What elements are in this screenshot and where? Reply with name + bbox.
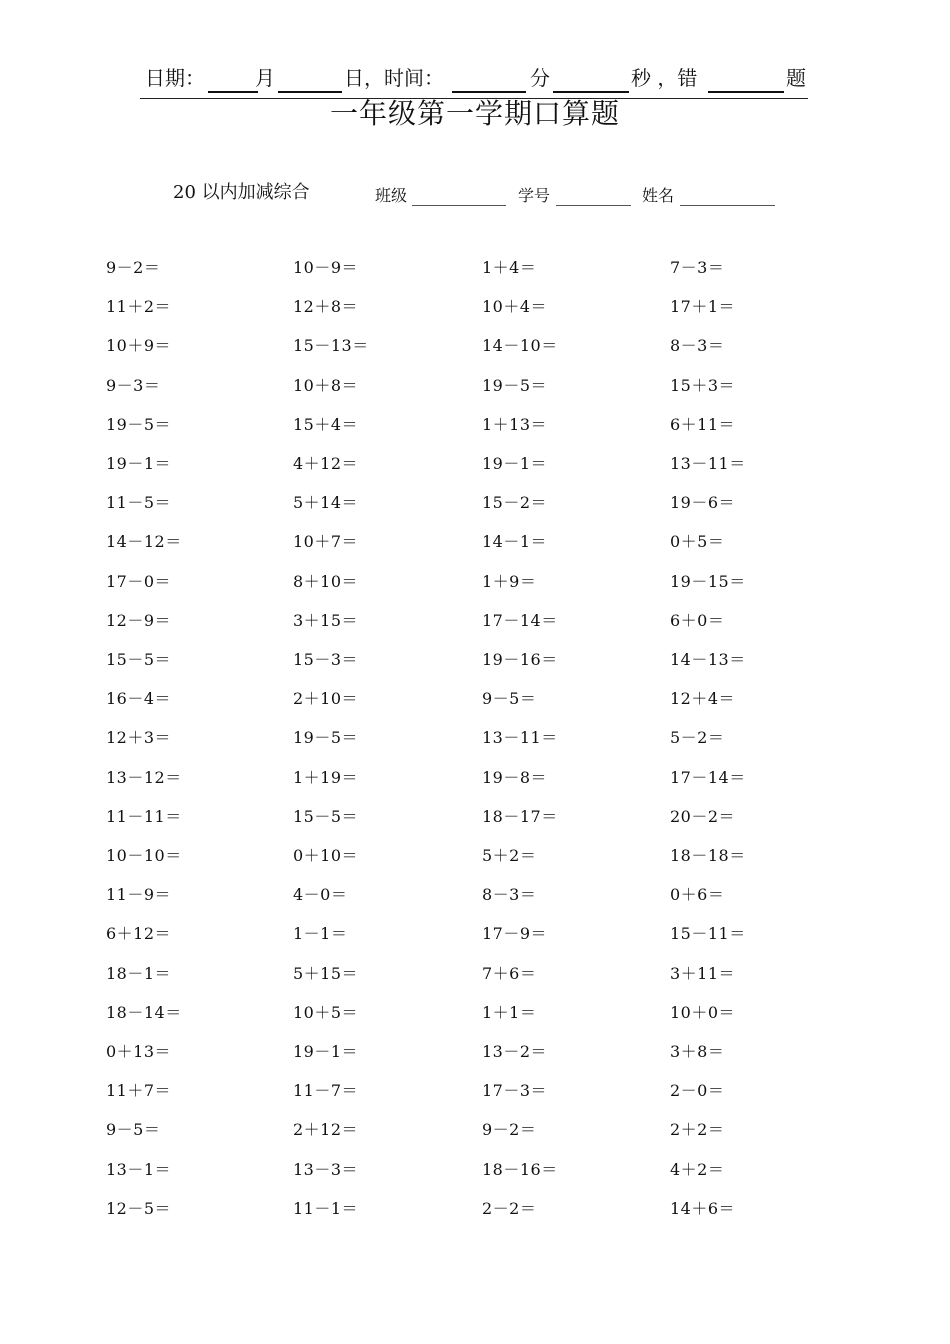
problem-item[interactable]: 1＋13＝ xyxy=(482,414,548,434)
problem-item[interactable]: 17－0＝ xyxy=(106,571,172,591)
problem-item[interactable]: 18－14＝ xyxy=(106,1002,182,1022)
problem-item[interactable]: 13－11＝ xyxy=(482,728,558,748)
day-time-label: 日，时间： xyxy=(344,66,444,90)
problem-item[interactable]: 2－0＝ xyxy=(670,1081,725,1101)
problem-item[interactable]: 19－6＝ xyxy=(670,493,736,513)
problem-item[interactable]: 12＋8＝ xyxy=(293,297,359,317)
section-label: 20 以内加减综合 xyxy=(173,182,310,203)
problem-item[interactable]: 16－4＝ xyxy=(106,689,172,709)
problem-item[interactable]: 13－11＝ xyxy=(670,454,746,473)
problem-item[interactable]: 2＋12＝ xyxy=(293,1120,359,1140)
problem-item[interactable]: 18－18＝ xyxy=(670,846,746,865)
problem-item[interactable]: 17－3＝ xyxy=(482,1081,548,1101)
problem-item[interactable]: 15－5＝ xyxy=(293,806,359,826)
problem-item[interactable]: 15－3＝ xyxy=(293,650,359,669)
problem-item[interactable]: 14－12＝ xyxy=(106,532,182,552)
problem-item[interactable]: 15－5＝ xyxy=(106,650,172,669)
problem-item[interactable]: 20－2＝ xyxy=(670,806,736,826)
class-label: 班级 xyxy=(375,186,408,205)
problem-item[interactable]: 15＋3＝ xyxy=(670,375,736,395)
problem-item[interactable]: 10－9＝ xyxy=(293,258,359,277)
problem-item[interactable]: 11＋7＝ xyxy=(106,1081,172,1101)
minute-label: 分 xyxy=(530,66,550,90)
problem-item[interactable]: 0＋13＝ xyxy=(106,1042,172,1061)
problem-item[interactable]: 3＋8＝ xyxy=(670,1042,725,1061)
problem-item[interactable]: 9－5＝ xyxy=(106,1120,161,1140)
problem-item[interactable]: 1＋19＝ xyxy=(293,767,359,787)
problem-item[interactable]: 19－15＝ xyxy=(670,571,746,591)
problem-item[interactable]: 10＋0＝ xyxy=(670,1002,736,1022)
problem-item[interactable]: 2－2＝ xyxy=(482,1198,537,1218)
problem-item[interactable]: 9－2＝ xyxy=(106,258,161,277)
problem-item[interactable]: 12－9＝ xyxy=(106,610,172,630)
problem-item[interactable]: 4＋2＝ xyxy=(670,1159,725,1179)
problem-item[interactable]: 2＋10＝ xyxy=(293,689,359,709)
problem-item[interactable]: 5＋15＝ xyxy=(293,963,359,983)
problem-item[interactable]: 0＋6＝ xyxy=(670,885,725,905)
problem-item[interactable]: 10＋4＝ xyxy=(482,297,548,317)
problem-item[interactable]: 11－9＝ xyxy=(106,885,172,905)
problem-item[interactable]: 15－11＝ xyxy=(670,924,746,944)
month-label: 月 xyxy=(255,66,275,90)
problem-item[interactable]: 19－5＝ xyxy=(106,414,172,434)
problem-item[interactable]: 11－11＝ xyxy=(106,806,182,826)
problem-item[interactable]: 8－3＝ xyxy=(482,885,537,905)
problem-item[interactable]: 13－1＝ xyxy=(106,1159,172,1179)
problem-item[interactable]: 0＋10＝ xyxy=(293,846,359,865)
problem-item[interactable]: 18－17＝ xyxy=(482,806,558,826)
problem-item[interactable]: 6＋0＝ xyxy=(670,610,725,630)
problem-item[interactable]: 1＋1＝ xyxy=(482,1002,537,1022)
problem-item[interactable]: 10＋5＝ xyxy=(293,1002,359,1022)
problem-item[interactable]: 19－1＝ xyxy=(106,454,172,473)
problem-item[interactable]: 11＋2＝ xyxy=(106,297,172,317)
problem-item[interactable]: 9－2＝ xyxy=(482,1120,537,1140)
problem-item[interactable]: 10－10＝ xyxy=(106,846,182,865)
problem-item[interactable]: 7－3＝ xyxy=(670,258,725,277)
problem-item[interactable]: 14－1＝ xyxy=(482,532,548,552)
problem-item[interactable]: 14－10＝ xyxy=(482,336,558,356)
problem-item[interactable]: 13－3＝ xyxy=(293,1159,359,1179)
problem-item[interactable]: 18－16＝ xyxy=(482,1159,558,1179)
problem-item[interactable]: 15－2＝ xyxy=(482,493,548,513)
problem-item[interactable]: 8－3＝ xyxy=(670,336,725,356)
problem-item[interactable]: 0＋5＝ xyxy=(670,532,725,552)
problem-item[interactable]: 10＋9＝ xyxy=(106,336,172,356)
problem-item[interactable]: 19－1＝ xyxy=(293,1042,359,1061)
problem-item[interactable]: 18－1＝ xyxy=(106,963,172,983)
problem-item[interactable]: 17＋1＝ xyxy=(670,297,736,317)
problem-item[interactable]: 4＋12＝ xyxy=(293,454,359,473)
problem-item[interactable]: 14＋6＝ xyxy=(670,1198,736,1218)
problem-item[interactable]: 9－5＝ xyxy=(482,689,537,709)
problem-item[interactable]: 11－7＝ xyxy=(293,1081,359,1101)
student-no-label: 学号 xyxy=(518,186,551,205)
problem-item[interactable]: 12＋4＝ xyxy=(670,689,736,709)
problem-item[interactable]: 5＋14＝ xyxy=(293,493,359,513)
problem-item[interactable]: 1＋4＝ xyxy=(482,258,537,277)
problem-item[interactable]: 12－5＝ xyxy=(106,1198,172,1218)
problem-item[interactable]: 9－3＝ xyxy=(106,375,161,395)
problem-item[interactable]: 19－16＝ xyxy=(482,650,558,669)
page-title: 一年级第一学期口算题 xyxy=(329,97,620,130)
problem-item[interactable]: 17－14＝ xyxy=(482,610,558,630)
problem-item[interactable]: 19－5＝ xyxy=(482,375,548,395)
problem-item[interactable]: 4－0＝ xyxy=(293,885,348,905)
problem-item[interactable]: 15＋4＝ xyxy=(293,414,359,434)
problem-item[interactable]: 1－1＝ xyxy=(293,924,348,944)
problem-item[interactable]: 15－13＝ xyxy=(293,336,369,356)
problem-item[interactable]: 5＋2＝ xyxy=(482,846,537,865)
question-label: 题 xyxy=(786,66,806,90)
problem-item[interactable]: 13－2＝ xyxy=(482,1042,548,1061)
problem-item[interactable]: 6＋11＝ xyxy=(670,414,736,434)
problem-item[interactable]: 19－5＝ xyxy=(293,728,359,748)
problem-item[interactable]: 12＋3＝ xyxy=(106,728,172,748)
problem-item[interactable]: 19－1＝ xyxy=(482,454,548,473)
problem-item[interactable]: 6＋12＝ xyxy=(106,924,172,944)
date-label: 日期： xyxy=(145,66,205,90)
problem-item[interactable]: 1＋9＝ xyxy=(482,571,537,591)
problem-item[interactable]: 10＋7＝ xyxy=(293,532,359,552)
problem-item[interactable]: 13－12＝ xyxy=(106,767,182,787)
problem-item[interactable]: 2＋2＝ xyxy=(670,1120,725,1140)
problem-item[interactable]: 17－14＝ xyxy=(670,767,746,787)
problem-item[interactable]: 3＋15＝ xyxy=(293,610,359,630)
problem-item[interactable]: 19－8＝ xyxy=(482,767,548,787)
second-label: 秒 ，错 xyxy=(631,66,698,90)
problem-item[interactable]: 5－2＝ xyxy=(670,728,725,748)
problem-item[interactable]: 7＋6＝ xyxy=(482,963,537,983)
problem-item[interactable]: 10＋8＝ xyxy=(293,375,359,395)
name-label: 姓名 xyxy=(642,186,675,205)
problem-item[interactable]: 11－5＝ xyxy=(106,493,172,513)
problem-item[interactable]: 8＋10＝ xyxy=(293,571,359,591)
problem-item[interactable]: 3＋11＝ xyxy=(670,963,736,983)
problem-item[interactable]: 17－9＝ xyxy=(482,924,548,944)
problem-item[interactable]: 14－13＝ xyxy=(670,650,746,669)
problem-item[interactable]: 11－1＝ xyxy=(293,1198,359,1218)
